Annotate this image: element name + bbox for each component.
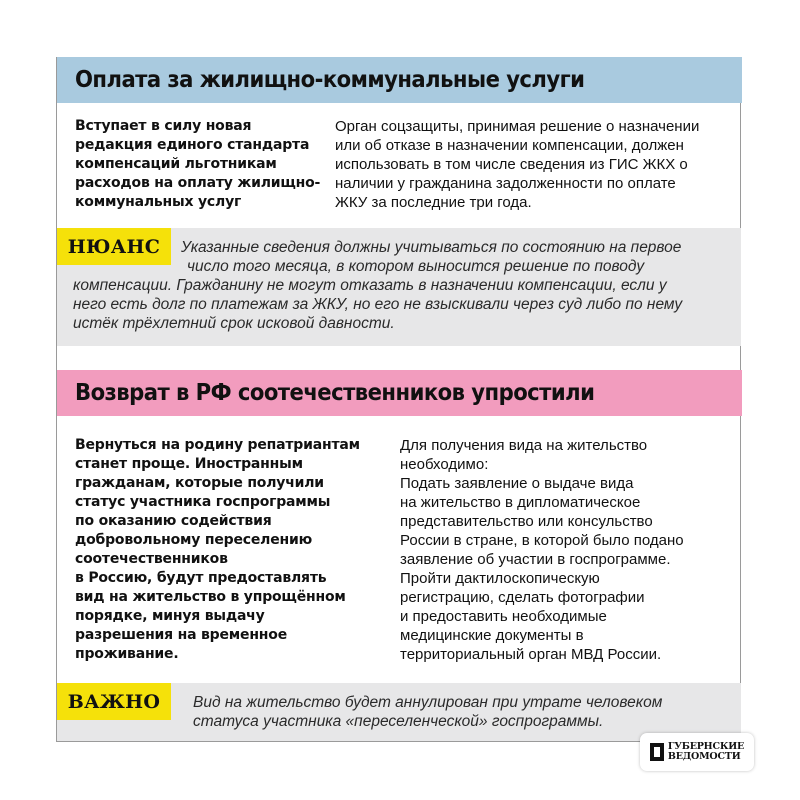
gubernskie-vedomosti-logo [640, 733, 754, 771]
logo-line-1: ГУБЕРНСКИЕ [667, 741, 745, 752]
nuance-text-rest [73, 276, 738, 333]
nuance-note [57, 228, 741, 346]
section-1-title: Оплата за жилищно-коммунальные услуги [75, 67, 585, 93]
important-note [57, 683, 741, 741]
nuance-line-1: Указанные сведения должны учитываться по состоянию на первое [181, 239, 682, 256]
section-1-body-text: Орган соцзащиты, принимая решение о назначении или об отказе в назначении компенсации, должен использовать в том числе сведения из ГИС ЖКХ о наличии у гражданина задолженности по оплате ЖКУ за последние три года. [335, 118, 700, 211]
infographic-frame [56, 57, 741, 742]
section-2-title: Возврат в РФ соотечественников упростили [75, 380, 595, 406]
nuance-text-indented [181, 238, 736, 276]
section-2-lead-text: Вернуться на родину репатриантам станет проще. Иностранным гражданам, которые получили статус участника госпрограммы по оказанию содействия добровольному переселению соотечественников в Россию, будут предоставлять вид на жительство в упрощённом порядке, минуя выдачу разрешения на временное проживание. [75, 437, 360, 662]
important-text [193, 693, 733, 731]
logo-text [668, 742, 744, 762]
section-1-body [335, 117, 735, 212]
important-tag: ВАЖНО [57, 683, 171, 720]
section-2-lead [75, 436, 395, 664]
nuance-rest-text: компенсации. Гражданину не могут отказать в назначении компенсации, если у него есть долг по платежам за ЖКУ, но его не взыскивали через суд либо по нему истёк трёхлетний срок исковой давности. [73, 277, 683, 332]
section-2-header [57, 370, 742, 416]
section-1-lead [75, 117, 325, 212]
nuance-tag: НЮАНС [57, 228, 171, 265]
nuance-line-2: число того месяца, в котором выносится решение по поводу [187, 258, 645, 275]
important-text-body: Вид на жительство будет аннулирован при утрате человеком статуса участника «переселенческой» госпрограммы. [193, 694, 663, 730]
logo-mark-icon [650, 743, 664, 761]
section-1-lead-text: Вступает в силу новая редакция единого стандарта компенсаций льготникам расходов на оплату жилищно- коммунальных услуг [75, 118, 321, 210]
section-1-header [57, 57, 742, 103]
section-2-body [400, 436, 735, 664]
section-2-body-text: Для получения вида на жительство необходимо: Подать заявление о выдаче вида на жительство в дипломатическое представительство или консульство России в стране, в которой было подано заявление об участии в госпрограмме. Пройти дактилоскопическую регистрацию, сделать фотографии и предоставить необходимые медицинские документы в территориальный орган МВД России. [400, 437, 684, 663]
logo-line-2: ВЕДОМОСТИ [667, 751, 741, 762]
